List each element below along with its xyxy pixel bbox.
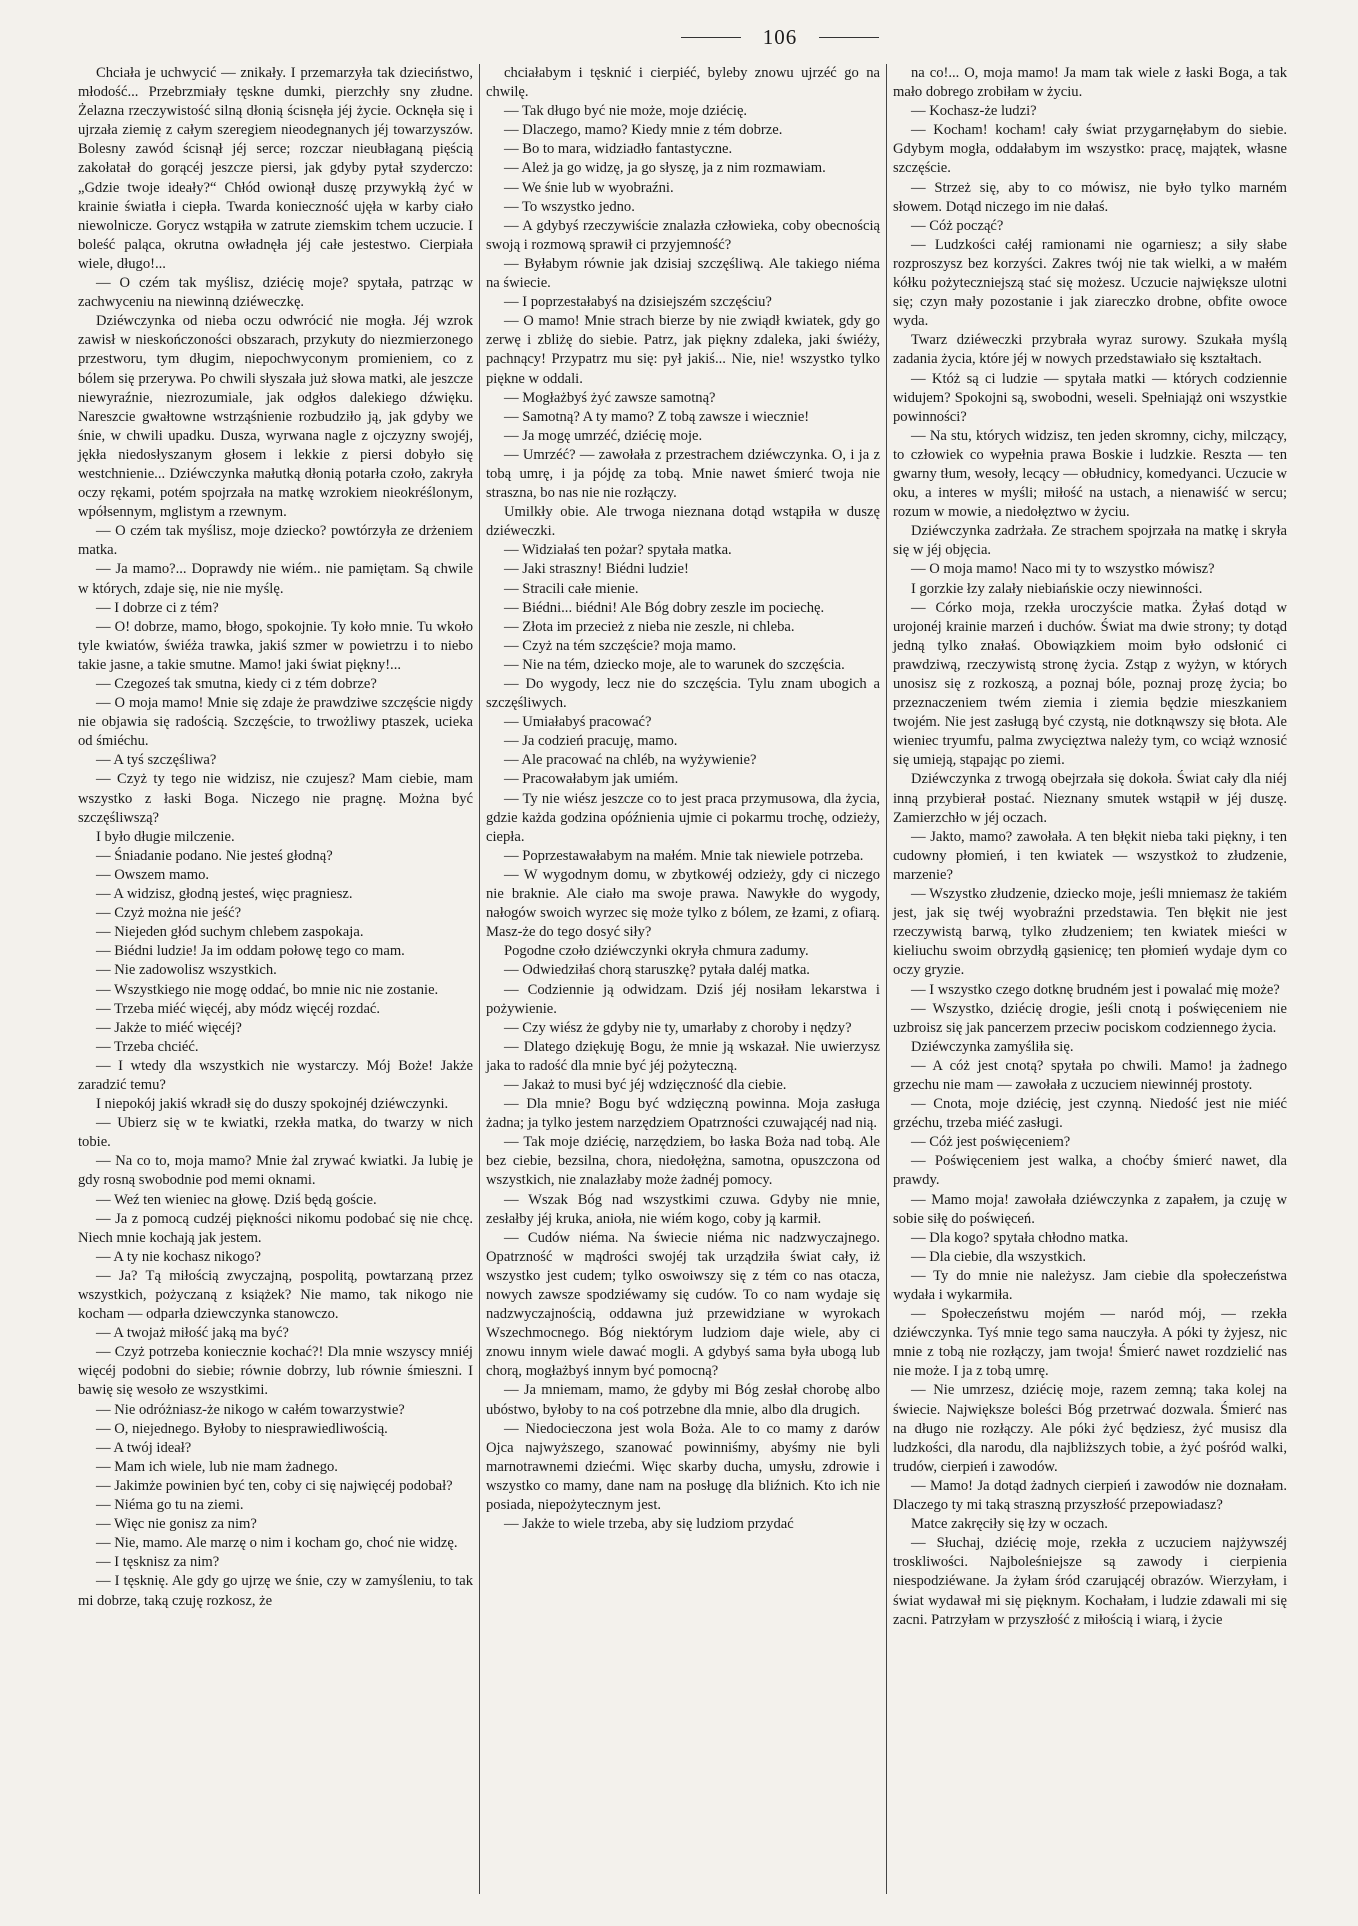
paragraph: — Cóż począć?: [911, 217, 1004, 234]
paragraph: — Dla mnie? Bogu być wdzięczną powinna. Moja zasługa żadna; ja tylko jestem narzędziem Opatrzności czuwającéj nad nią.: [486, 1096, 880, 1132]
paragraph: — Ja z pomocą cudzéj piękności nikomu podobać się nie chcę. Niech mnie kochają jak jestem.: [78, 1210, 473, 1246]
paragraph: — Owszem mamo.: [96, 866, 210, 883]
paragraph: — A tyś szczęśliwa?: [96, 752, 217, 769]
paragraph: — A ty nie kochasz nikogo?: [96, 1248, 261, 1265]
paragraph: — Czyż można nie jeść?: [96, 905, 242, 922]
paragraph: — I tęsknię. Ale gdy go ujrzę we śnie, czy w zamyśleniu, to tak mi dobrze, taką czuję rozkosz, że: [78, 1573, 473, 1609]
paragraph: — Codziennie ją odwidzam. Dziś jéj nosiłam lekarstwa i pożywienie.: [486, 981, 880, 1017]
paragraph: — O moja mamo! Mnie się zdaje że prawdziwe szczęście nigdy nie objawia się radością. Szczęście, to trwożliwy ptaszek, ucieka od śmiéchu.: [78, 695, 473, 750]
paragraph: — O, niejednego. Byłoby to niesprawiedliwością.: [96, 1420, 388, 1437]
paragraph: Umilkły obie. Ale trwoga nieznana dotąd wstąpiła w duszę dziéweczki.: [486, 504, 880, 540]
paragraph: — Nie umrzesz, dziécię moje, razem zemną; taka kolej na świecie. Największe boleści Bóg przetrwać dozwala. Śmierć nas na długo nie rozłączy. Ale póki żyć będziesz, żyć musisz dla ludzkości, dla narodu, dla najbliższych tobie, a żyć pośród walki, trudów, cierpień i zawodów.: [893, 1382, 1287, 1475]
paragraph: chciałabym i tęsknić i cierpiéć, byleby znowu ujrzéć go na chwilę.: [486, 65, 880, 101]
paragraph: — Nie zadowolisz wszystkich.: [96, 962, 277, 979]
paragraph: — To wszystko jedno.: [504, 198, 635, 215]
paragraph: — Ależ ja go widzę, ja go słyszę, ja z nim rozmawiam.: [504, 160, 826, 177]
paragraph: — Biédni... biédni! Ale Bóg dobry zeszle im pociechę.: [504, 599, 825, 616]
paragraph: I gorzkie łzy zalały niebiańskie oczy niewinności.: [911, 580, 1203, 597]
paragraph: — Ja mniemam, mamo, że gdyby mi Bóg zesłał chorobę albo ubóstwo, byłoby to na coś potrzebne dla mnie, albo dla drugich.: [486, 1382, 880, 1418]
paragraph: — Córko moja, rzekła uroczyście matka. Żyłaś dotąd w urojonéj krainie marzeń i duchów. Świat ma dwie strony; ty dotąd jedną tylko znałaś. Obowiązkiem moim było odsłonić ci prawdziwą, rzeczywistą stronę życia. Zstąp z wyżyn, w których unosisz się z rozkoszą, a poznaj bóle, poznaj prozę życia; bo przeznaczeniem twém ziemia i ziemia będzie mieszkaniem twojém. Nie jest zasługą być czystą, nie dotknąwszy się błota. Ale wieniec tryumfu, palma zwycięztwa należy tym, co wciąż wznosić się umieją, stąpając po ziemi.: [893, 599, 1287, 769]
paragraph: — Nie na tém, dziecko moje, ale to warunek do szczęścia.: [504, 656, 845, 673]
paragraph: — Dla ciebie, dla wszystkich.: [911, 1248, 1087, 1265]
paragraph: — Jakto, mamo? zawołała. A ten błękit nieba taki piękny, i ten cudowny płomień, i ten kwiatek — wszystkoż to złudzenie, marzenie?: [893, 828, 1287, 883]
paragraph: — Mamo! Ja dotąd żadnych cierpień i zawodów nie doznałam. Dlaczego ty mi taką straszną przyszłość przepowiadasz?: [893, 1477, 1287, 1514]
paragraph: — Stracili całe mienie.: [504, 580, 639, 597]
paragraph: — Któż są ci ludzie — spytała matki — których codziennie widujem? Spokojni są, swobodni, weseli. Spełniająż oni wszystkie powinności?: [893, 370, 1287, 425]
paragraph: — I tęsknisz za nim?: [96, 1554, 220, 1571]
paragraph: — Na stu, których widzisz, ten jeden skromny, cichy, milczący, to człowiek co wypełnia prawa Boskie i ludzkie. Reszta — ten gwarny tłum, wesoły, lecący — obłudnicy, komedyanci. Uczucie w oku, a interes w myśli; miłość na ustach, a nienawiść w sercu; rozum w mowie, a niedołęztwo w życiu.: [893, 427, 1287, 521]
paragraph: — I dobrze ci z tém?: [96, 599, 219, 616]
paragraph: — Mogłażbyś żyć zawsze samotną?: [504, 389, 716, 406]
paragraph: — Weź ten wieniec na głowę. Dziś będą goście.: [96, 1191, 377, 1208]
paragraph: — Nie odróżniasz-że nikogo w całém towarzystwie?: [96, 1401, 405, 1418]
paragraph: — Nie, mamo. Ale marzę o nim i kocham go, choć nie widzę.: [96, 1535, 458, 1552]
paragraph: — A widzisz, głodną jesteś, więc pragniesz.: [96, 886, 353, 903]
paragraph: — Kochasz-że ludzi?: [911, 103, 1037, 120]
paragraph: Matce zakręciły się łzy w oczach.: [911, 1516, 1108, 1533]
paragraph: — A cóż jest cnotą? spytała po chwili. Mamo! ja żadnego grzechu nie mam — zawołała z uczuciem niewinnéj prostoty.: [893, 1057, 1287, 1093]
paragraph: — We śnie lub w wyobraźni.: [504, 179, 674, 196]
paragraph: — Czyż ty tego nie widzisz, nie czujesz? Mam ciebie, mam wszystko z łaski Boga. Niczego nie pragnę. Można być szczęśliwszą?: [78, 771, 473, 826]
paragraph: — Cóż jest poświęceniem?: [911, 1134, 1071, 1151]
paragraph: — Dlatego dziękuję Bogu, że mnie ją wskazał. Nie uwierzysz jaka to radość dla mnie być jéj pożyteczną.: [486, 1038, 880, 1074]
column-1: [72, 64, 479, 1894]
header-rule-left: [681, 37, 741, 38]
paragraph: Dziéwczynka z trwogą obejrzała się dokoła. Świat cały dla niéj inną przybierał postać. Nieznany smutek wstąpił w jéj duszę. Zamierzchło w jéj oczach.: [893, 771, 1287, 826]
paragraph: — Wszystko, dziécię drogie, jeśli cnotą i poświęceniem nie uzbroisz się jak pancerzem przeciw pociskom codziennego życia.: [893, 1000, 1287, 1036]
paragraph: — Poprzestawałabym na małém. Mnie tak niewiele potrzeba.: [504, 847, 864, 864]
paragraph: — Byłabym równie jak dzisiaj szczęśliwą. Ale takiego niéma na świecie.: [486, 255, 880, 292]
paragraph: Pogodne czoło dziéwczynki okryła chmura zadumy.: [504, 943, 809, 960]
paragraph: — Odwiedziłaś chorą staruszkę? pytała daléj matka.: [504, 962, 810, 979]
paragraph: — Ty do mnie nie należysz. Jam ciebie dla społeczeństwa wydała i wykarmiła.: [893, 1267, 1287, 1303]
paragraph: I niepokój jakiś wkradł się do duszy spokojnéj dziéwczynki.: [96, 1096, 449, 1113]
paragraph: — Kocham! kocham! cały świat przygarnęłabym do siebie. Gdybym mogła, oddałabym im wszystko: pracę, majątek, własne szczęście.: [893, 122, 1287, 177]
header-rule-right: [819, 37, 879, 38]
paragraph: — Samotną? A ty mamo? Z tobą zawsze i wiecznie!: [504, 408, 810, 425]
paragraph: — Jaki straszny! Biédni ludzie!: [504, 561, 689, 578]
page-header: [72, 22, 1338, 52]
paragraph: — Czyż potrzeba koniecznie kochać?! Dla mnie wszyscy mniéj więcéj podobni do siebie; równie dobrzy, lub równie śmieszni. I bawię się wesoło ze wszystkimi.: [78, 1344, 473, 1399]
paragraph: — Czegoześ tak smutna, kiedy ci z tém dobrze?: [96, 676, 377, 692]
paragraph: — Tak długo być nie może, moje dziécię.: [504, 103, 748, 120]
paragraph: — Ja codzień pracuję, mamo.: [504, 733, 678, 750]
page-number: 106: [762, 24, 798, 49]
paragraph: — Złota im przecież z nieba nie zeszle, ni chleba.: [504, 618, 795, 635]
paragraph: — O moja mamo! Naco mi ty to wszystko mówisz?: [911, 561, 1215, 578]
paragraph: — Trzeba chciéć.: [96, 1038, 199, 1055]
paragraph: — Czyż na tém szczęście? moja mamo.: [504, 637, 737, 654]
paragraph: I było długie milczenie.: [96, 828, 235, 845]
paragraph: — Społeczeństwu mojém — naród mój, — rzekła dziéwczynka. Tyś mnie tego sama nauczyła. A póki ty żyjesz, nic mnie z tobą nie rozłączy, jam twoja! Śmierć nawet rozdzielić nas nie może. I ja z tobą umrę.: [893, 1306, 1287, 1380]
paragraph: — Do wygody, lecz nie do szczęścia. Tylu znam ubogich a szczęśliwych.: [486, 676, 880, 712]
paragraph: — Śniadanie podano. Nie jesteś głodną?: [96, 847, 333, 864]
paragraph: — Cnota, moje dziécię, jest czynną. Niedość jest nie miéć grzéchu, trzeba miéć zasługi.: [893, 1096, 1287, 1132]
paragraph: Chciała je uchwycić — znikały. I przemarzyła tak dzieciństwo, młodość... Przebrzmiały tęskne dumki, pierzchły sny złudne. Żelazna rzeczywistość silną dłonią ścisnęła jéj życie. Ocknęła się i ujrzała ziemię z całym szeregiem nieodegnanych jéj towarzyszów. Bolesny zawód ścisnął jéj serce; rozczar nieubłaganą pięścią zakołatał do gorącéj jeszcze piersi, jak gdyby pytał szyderczo: „Gdzie twoje ideały?“ Chłód owionął duszę przywykłą żyć w krainie światła i ciepła. Twarda konieczność ujęła w karby ciało niewolnicze. Gorycz wstąpiła w zatrute ziemskim tchem uczucie. I boleść paląca, okrutna owładnęła jéj całe jestestwo. Cierpiała wiele, długo!...: [78, 65, 473, 272]
paragraph: — Tak moje dziécię, narzędziem, bo łaska Boża nad tobą. Ale bez ciebie, bezsilna, chora, niedołężna, samotna, opuszczona od wszystkich, nie znalazłaby może żadnéj pomocy.: [486, 1134, 880, 1189]
paragraph: — Dla kogo? spytała chłodno matka.: [911, 1229, 1129, 1246]
paragraph: — A twojaż miłość jaką ma być?: [96, 1325, 289, 1342]
paragraph: — Wszak Bóg nad wszystkimi czuwa. Gdyby nie mnie, zesłałby jéj kruka, anioła, nie wiém kogo, coby ją karmił.: [486, 1191, 880, 1227]
paragraph: — Niejeden głód suchym chlebem zaspokaja.: [96, 924, 364, 941]
paragraph: — Niéma go tu na ziemi.: [96, 1497, 244, 1514]
paragraph: Dziéwczynka zamyśliła się.: [911, 1038, 1074, 1055]
paragraph: Twarz dziéweczki przybrała wyraz surowy. Szukała myślą zadania życia, które jéj w nowych przedstawiało się kształtach.: [893, 332, 1287, 368]
paragraph: — Na co to, moja mamo? Mnie żal zrywać kwiatki. Ja lubię je gdy rosną swobodnie pod memi oknami.: [78, 1153, 473, 1189]
column-2: [479, 64, 886, 1894]
paragraph: — Biédni ludzie! Ja im oddam połowę tego co mam.: [96, 943, 405, 960]
paragraph: — Dlaczego, mamo? Kiedy mnie z tém dobrze.: [504, 122, 783, 139]
paragraph: — Ty nie wiész jeszcze co to jest praca przymusowa, dla życia, gdzie każda godzina opóźnienia ujmie ci pokarmu trochę, odzieży, ciepła.: [486, 790, 880, 845]
paragraph: — W wygodnym domu, w zbytkowéj odzieży, gdy ci niczego nie braknie. Ale ciało ma swoje prawa. Nawykłe do wygody, nałogów swoich wyrzec się może tylko z bólem, ze łzami, z ofiarą. Masz-że do tego dosyć siły?: [486, 866, 880, 941]
paragraph: — Umrzéć? — zawołała z przestrachem dziéwczynka. O, i ja z tobą umrę, i ja pójdę za tobą. Mnie nawet śmierć twoja nie straszna, bo nas nie nie rozłączy.: [486, 446, 880, 502]
paragraph: — O czém tak myślisz, dziécię moje? spytała, patrząc w zachwyceniu na niewinną dziéweczkę.: [78, 275, 473, 311]
paragraph: — Mamo moja! zawołała dziéwczynka z zapałem, ja czuję w sobie siłę do poświęceń.: [893, 1191, 1287, 1227]
paragraph: — Wszystkiego nie mogę oddać, bo mnie nic nie zostanie.: [96, 981, 439, 998]
paragraph: — O! dobrze, mamo, błogo, spokojnie. Ty koło mnie. Tu wkoło tyle kwiatów, świéża trawka, jakiś szmer w powietrzu i to niebo takie jasne, a takie smutne. Mamo! jaki świat piękny!...: [78, 618, 473, 673]
paragraph: — Ale pracować na chléb, na wyżywienie?: [504, 752, 757, 769]
paragraph: — Jakże to miéć więcéj?: [96, 1019, 242, 1036]
paragraph: — Cudów niéma. Na świecie niéma nic nadzwyczajnego. Opatrzność w mądrości swojéj tak urządziła świat cały, iż wszystko jest cudem; tylko oswoiwszy się z tém co nas otacza, nowych zawsze spodziéwamy się cudów. To co nam wydaje się nadzwyczajnością, oddawna już przewidziane w wyrokach Wszechmocnego. Bóg niektórym ludziom daje wiele, aby ci znowu innym wiele dawać mogli. A gdybyś sama była ubogą lub chorą, mogłażbyś innym być pomocną?: [486, 1229, 880, 1380]
paragraph: — Czy wiész że gdyby nie ty, umarłaby z choroby i nędzy?: [504, 1019, 852, 1036]
paragraph: — Ja? Tą miłością zwyczajną, pospolitą, powtarzaną przez wszystkich, pożyczaną z książek? Nie mamo, tak nikogo nie kocham — odparła dziewczynka stanowczo.: [78, 1267, 473, 1323]
paragraph: — Ja mamo?... Doprawdy nie wiém.. nie pamiętam. Są chwile w których, zdaje się, nie nie myślę.: [78, 561, 473, 597]
paragraph: — Umiałabyś pracować?: [504, 714, 652, 731]
paragraph: — Więc nie gonisz za nim?: [96, 1516, 257, 1533]
column-3: [886, 64, 1293, 1894]
paragraph: Dziéwczynka od nieba oczu odwrócić nie mogła. Jéj wzrok zawisł w nieskończoności obszarach, przykuty do niezmierzonego przestworu, tym długim, niepochwyconym promieniem, co z bólem się przerywa. Po chwili słyszała już słowa matki, ale jeszcze niewyraźnie, niezrozumiale, jak odgłos dalekiego dźwięku. Nareszcie gwałtowne wstrząśnienie rozbudziło ją, jak gdyby we śnie, w chwili upadku. Dusza, wyrwana nagle z ojczyzny swojéj, jękła niedosłyszanym głosem i lekkie z piersi dobyło się westchnienie... Dziéwczynka małutką dłonią potarła czoło, zakryła oczy rękami, potém spojrzała na matkę wzrokiem nieokréślonym, wpółsennym, mglistym a rzewnym.: [78, 313, 473, 521]
paragraph: — I wtedy dla wszystkich nie wystarczy. Mój Boże! Jakże zaradzić temu?: [78, 1057, 473, 1093]
paragraph: — A twój ideał?: [96, 1439, 192, 1456]
paragraph: — Poświęceniem jest walka, a choćby śmierć nawet, dla prawdy.: [893, 1153, 1287, 1189]
paragraph: — Ja mogę umrzéć, dziécię moje.: [504, 427, 703, 444]
paragraph: — O mamo! Mnie strach bierze by nie zwiądł kwiatek, gdy go zerwę i zbliżę do siebie. Patrz, jak piękny zdaleka, jaki świéży, pachnący! Przypatrz mu się: pył jakiś... Nie, nie! wszystko tylko piękne w oddali.: [486, 313, 880, 387]
paragraph: — I poprzestałabyś na dzisiejszém szczęściu?: [504, 294, 772, 311]
paragraph: — Pracowałabym jak umiém.: [504, 771, 679, 788]
paragraph: — Bo to mara, widziadło fantastyczne.: [504, 141, 733, 158]
paragraph: — Słuchaj, dziécię moje, rzekła z uczuciem najżywszéj troskliwości. Najboleśniejsze są zawody i cierpienia niespodziéwane. Ja żyłam śród czarującéj obrazów. Wierzyłam, i świat wydawał mi się pięknym. Kochałam, i ludzie zdawali mi się zacni. Patrzyłam w przyszłość z miłością i wiarą, i życie: [893, 1535, 1287, 1628]
paragraph: — O czém tak myślisz, moje dziecko? powtórzyła ze drżeniem matka.: [78, 523, 473, 559]
paragraph: — Jakaż to musi być jéj wdzięczność dla ciebie.: [504, 1076, 787, 1093]
paragraph: — Wszystko złudzenie, dziecko moje, jeśli mniemasz że takiém jest, jak się twéj wyobraźni przedstawia. Ten błękit nie jest rzeczywistą barwą, tylko złudzeniem; ten kwiatek mieści w kieliuchu swoim obrzydłą gąsienicę; ten płomień wydaje dym co oczy gryzie.: [893, 886, 1287, 979]
paragraph: — Niedocieczona jest wola Boża. Ale to co mamy z darów Ojca najwyższego, szanować powinniśmy, abyśmy nie byli marnotrawnemi dziećmi. Więc skarby ducha, umysłu, zdrowie i wszystko co mamy, dane nam na posługę dla bliźnich. Kto ich nie posiada, niepożytecznym jest.: [486, 1420, 880, 1514]
paragraph: — I wszystko czego dotknę brudném jest i powalać mię może?: [911, 981, 1280, 998]
paragraph: na co!... O, moja mamo! Ja mam tak wiele z łaski Boga, a tak mało dobrego zrobiłam w życiu.: [893, 65, 1287, 101]
paragraph: — A gdybyś rzeczywiście znalazła człowieka, coby obecnością swoją i rozmową sprawił ci przyjemność?: [486, 217, 880, 253]
paragraph: — Trzeba miéć więcéj, aby módz więcéj rozdać.: [96, 1000, 381, 1017]
paragraph: Dziéwczynka zadrżała. Ze strachem spojrzała na matkę i skryła się w jéj objęcia.: [893, 523, 1287, 559]
paragraph: — Ludzkości całéj ramionami nie ogarniesz; a siły słabe rozproszysz bez korzyści. Zakres twój nie tak wielki, a w małém kółku pożyteczniejszą stać się możesz. Uczucie największe ulotni się; czyn mały pozostanie i jak ziareczko drobne, obfite owoce wyda.: [893, 236, 1287, 330]
paragraph: — Ubierz się w te kwiatki, rzekła matka, do twarzy w nich tobie.: [78, 1115, 473, 1151]
text-columns: [72, 64, 1338, 1894]
paragraph: — Jakimże powinien być ten, coby ci się najwięcéj podobał?: [96, 1477, 453, 1494]
paragraph: — Strzeż się, aby to co mówisz, nie było tylko marném słowem. Dotąd niczego im nie dałaś.: [893, 179, 1287, 215]
paragraph: — Mam ich wiele, lub nie mam żadnego.: [96, 1458, 338, 1475]
paragraph: — Widziałaś ten pożar? spytała matka.: [504, 542, 732, 559]
paragraph: — Jakże to wiele trzeba, aby się ludziom przydać: [504, 1516, 794, 1533]
